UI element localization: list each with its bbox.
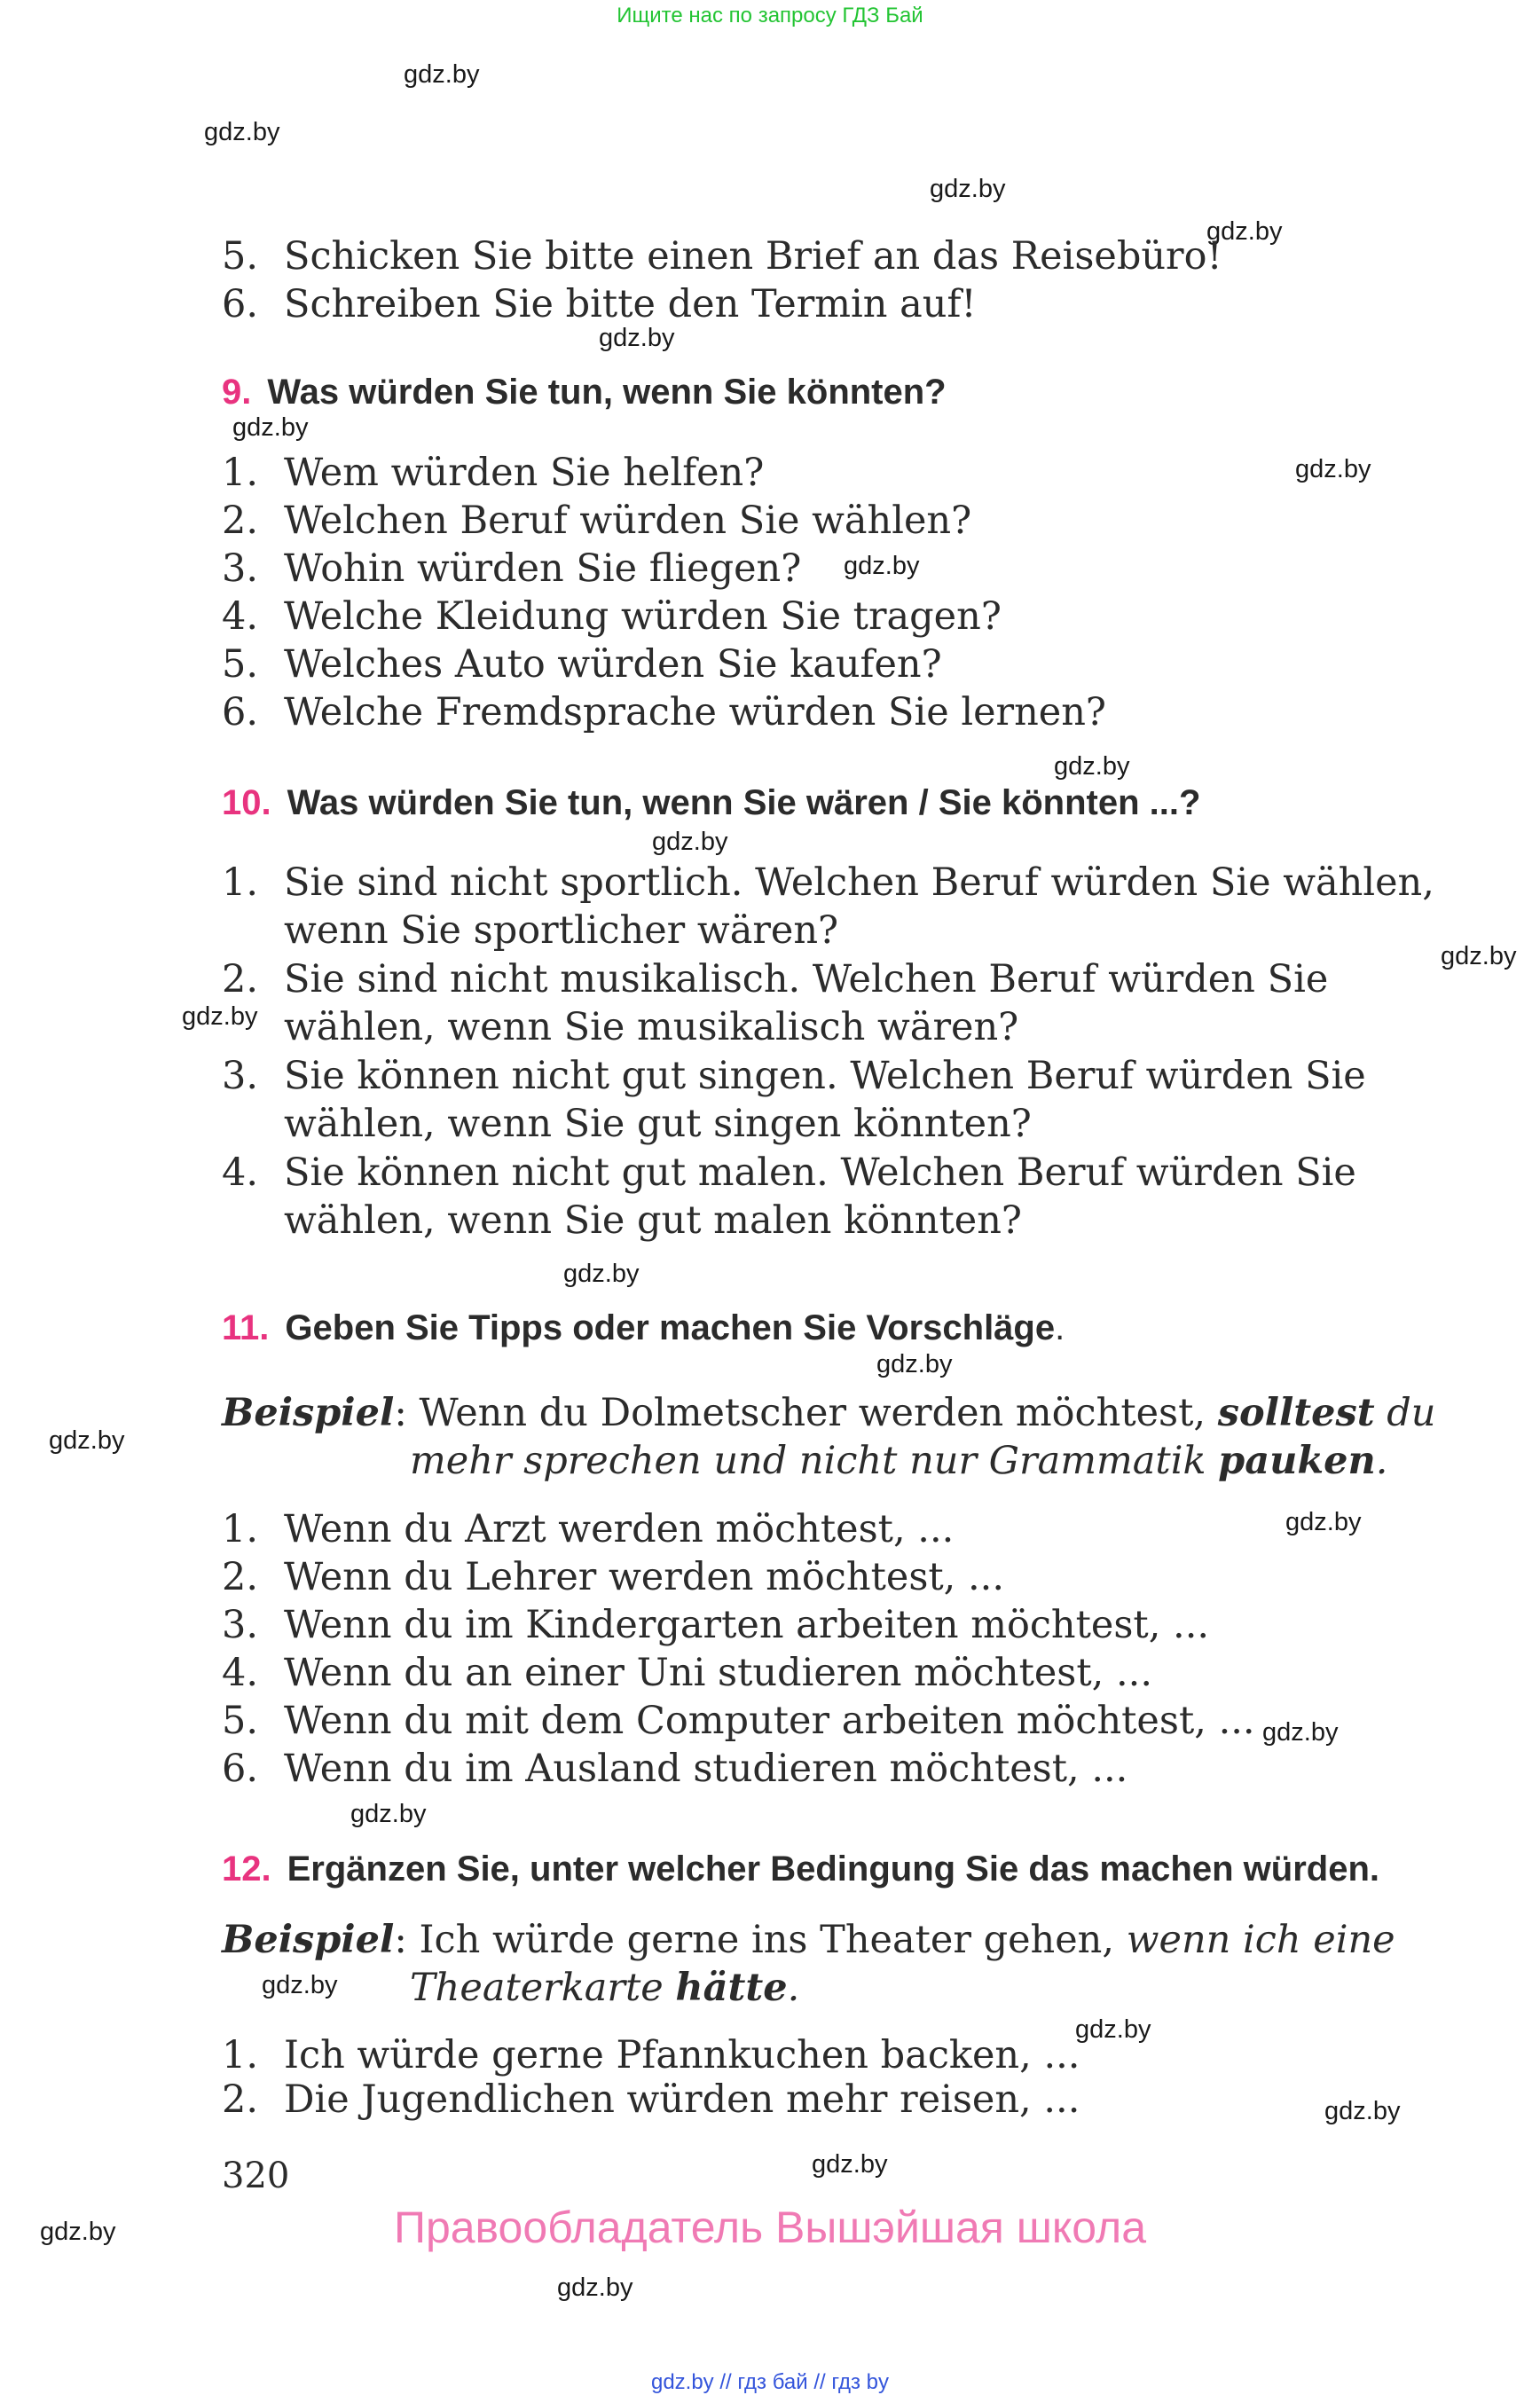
item-number: 4.: [222, 1651, 259, 1695]
item-text: Welchen Beruf würden Sie wählen?: [284, 499, 972, 543]
watermark: gdz.by: [40, 2218, 116, 2246]
item-text: Schreiben Sie bitte den Termin auf!: [284, 282, 977, 326]
item-number: 5.: [222, 1699, 259, 1743]
item-number: 3.: [222, 1054, 259, 1098]
list-item: [222, 280, 1410, 328]
watermark: gdz.by: [1441, 942, 1517, 970]
watermark: gdz.by: [1285, 1508, 1362, 1536]
exercise-heading: [222, 783, 1200, 823]
list-item: [222, 593, 1410, 640]
item-text: Wenn du Arzt werden möchtest, ...: [284, 1507, 955, 1551]
item-text: Wenn du an einer Uni studieren möchtest, ...: [284, 1651, 1152, 1695]
item-text: Wenn du im Kindergarten arbeiten möchtest, ...: [284, 1603, 1210, 1647]
list-item: [222, 449, 1410, 497]
list-item: [222, 688, 1410, 736]
watermark: gdz.by: [1054, 752, 1130, 781]
item-text: Ich würde gerne Pfannkuchen backen, ...: [284, 2033, 1080, 2077]
item-number: 4.: [222, 1150, 259, 1195]
item-number: 6.: [222, 282, 259, 326]
list-item: [222, 497, 1410, 545]
watermark: gdz.by: [652, 828, 728, 856]
example-label: Beispiel: [222, 1391, 395, 1435]
example-colon: :: [394, 1391, 407, 1435]
example-italic-text: du: [1387, 1391, 1436, 1435]
item-text-continuation: wählen, wenn Sie musikalisch wären?: [284, 1005, 1019, 1049]
list-item: [222, 1649, 1410, 1697]
item-text: Wem würden Sie helfen?: [284, 451, 765, 495]
watermark: gdz.by: [1324, 2097, 1401, 2125]
list-item: [222, 2031, 1410, 2079]
item-number: 5.: [222, 642, 259, 687]
item-text: Sie können nicht gut malen. Welchen Beruf würden Sie: [284, 1150, 1356, 1195]
item-text: Welches Auto würden Sie kaufen?: [284, 642, 942, 687]
item-text: Sie sind nicht musikalisch. Welchen Beruf würden Sie: [284, 957, 1329, 1001]
page-number: 320: [222, 2156, 290, 2196]
exercise-number: 10.: [222, 783, 271, 822]
exercise-title: Was würden Sie tun, wenn Sie wären / Sie könnten ...?: [287, 783, 1201, 822]
item-number: 1.: [222, 451, 259, 495]
example-bold-text: pauken: [1218, 1439, 1376, 1483]
watermark: gdz.by: [262, 1971, 338, 1999]
exercise-heading: [222, 1308, 1065, 1348]
list-item: [222, 545, 1410, 593]
item-text: Sie können nicht gut singen. Welchen Beruf würden Sie: [284, 1054, 1366, 1098]
example-line: [222, 1916, 1410, 1964]
copyright-notice: Правообладатель Вышэйшая школа: [394, 2203, 1146, 2252]
item-text-continuation: wählen, wenn Sie gut malen könnten?: [284, 1198, 1022, 1243]
watermark: gdz.by: [563, 1260, 640, 1288]
example-line-continuation: [410, 1437, 1387, 1485]
item-number: 1.: [222, 2033, 259, 2077]
list-item: [222, 640, 1410, 688]
item-number: 2.: [222, 957, 259, 1001]
example-colon: :: [394, 1918, 407, 1962]
exercise-title: Geben Sie Tipps oder machen Sie Vorschläge: [285, 1308, 1056, 1347]
item-number: 1.: [222, 860, 259, 905]
example-bold-text: hätte: [675, 1966, 788, 2010]
watermark: gdz.by: [812, 2150, 888, 2179]
item-number: 6.: [222, 1747, 259, 1791]
item-number: 5.: [222, 234, 259, 279]
item-number: 4.: [222, 594, 259, 639]
item-text: Welche Fremdsprache würden Sie lernen?: [284, 690, 1106, 734]
exercise-title-end: .: [1055, 1308, 1065, 1347]
list-item: [222, 955, 1410, 1003]
watermark: gdz.by: [1262, 1718, 1339, 1747]
example-bold-text: solltest: [1217, 1391, 1375, 1435]
example-label: Beispiel: [222, 1918, 395, 1962]
list-item: [222, 1505, 1410, 1553]
watermark: gdz.by: [49, 1426, 125, 1455]
watermark: gdz.by: [404, 60, 480, 89]
item-text: Sie sind nicht sportlich. Welchen Beruf würden Sie wählen,: [284, 860, 1434, 905]
watermark: gdz.by: [350, 1800, 427, 1828]
item-number: 1.: [222, 1507, 259, 1551]
example-italic-text: mehr sprechen und nicht nur Grammatik: [410, 1439, 1206, 1483]
item-text-continuation: wenn Sie sportlicher wären?: [284, 908, 839, 953]
watermark: gdz.by: [844, 552, 920, 580]
exercise-heading: [222, 373, 947, 412]
example-italic-text: Theaterkarte: [410, 1966, 664, 2010]
watermark: gdz.by: [1075, 2015, 1151, 2044]
exercise-heading: [222, 1849, 1379, 1889]
watermark: gdz.by: [182, 1002, 258, 1031]
bottom-links[interactable]: gdz.by // гдз бай // гдз by: [650, 2370, 890, 2394]
example-period: .: [1375, 1439, 1388, 1483]
list-item: [222, 1601, 1410, 1649]
top-banner: Ищите нас по запросу ГДЗ Бай: [617, 4, 923, 27]
exercise-number: 12.: [222, 1849, 271, 1889]
exercise-title: Ergänzen Sie, unter welcher Bedingung Sie das machen würden.: [287, 1849, 1379, 1889]
list-item: [222, 232, 1410, 280]
list-item: [222, 1745, 1410, 1793]
item-number: 3.: [222, 546, 259, 591]
item-text-continuation: wählen, wenn Sie gut singen könnten?: [284, 1102, 1032, 1146]
item-text: Wenn du Lehrer werden möchtest, ...: [284, 1555, 1005, 1599]
example-period: .: [787, 1966, 800, 2010]
list-item: [222, 2076, 1410, 2124]
list-item: [222, 859, 1434, 907]
item-text: Wenn du mit dem Computer arbeiten möchtest, ...: [284, 1699, 1255, 1743]
list-item: [222, 1052, 1410, 1100]
item-number: 3.: [222, 1603, 259, 1647]
item-text: Die Jugendlichen würden mehr reisen, ...: [284, 2077, 1080, 2122]
watermark: gdz.by: [876, 1350, 953, 1378]
example-line-continuation: [410, 1964, 799, 2012]
item-text: Schicken Sie bitte einen Brief an das Reisebüro!: [284, 234, 1222, 279]
watermark: gdz.by: [1295, 455, 1371, 483]
list-item: [222, 1149, 1410, 1197]
item-number: 2.: [222, 499, 259, 543]
watermark: gdz.by: [232, 413, 309, 442]
item-text: Wenn du im Ausland studieren möchtest, ...: [284, 1747, 1128, 1791]
example-text: Wenn du Dolmetscher werden möchtest,: [419, 1391, 1206, 1435]
watermark: gdz.by: [1206, 217, 1283, 246]
item-number: 2.: [222, 2077, 259, 2122]
watermark: gdz.by: [599, 324, 675, 352]
example-text: Ich würde gerne ins Theater gehen,: [419, 1918, 1115, 1962]
item-number: 2.: [222, 1555, 259, 1599]
item-number: 6.: [222, 690, 259, 734]
watermark: gdz.by: [930, 175, 1006, 203]
watermark: gdz.by: [557, 2273, 633, 2302]
exercise-number: 9.: [222, 373, 252, 412]
watermark: gdz.by: [204, 118, 280, 146]
example-line: [222, 1389, 1436, 1437]
list-item: [222, 1697, 1410, 1745]
exercise-title: Was würden Sie tun, wenn Sie könnten?: [267, 373, 947, 412]
item-text: Wohin würden Sie fliegen?: [284, 546, 802, 591]
example-italic-text: wenn ich eine: [1126, 1918, 1395, 1962]
item-text: Welche Kleidung würden Sie tragen?: [284, 594, 1002, 639]
list-item: [222, 1553, 1410, 1601]
exercise-number: 11.: [222, 1308, 270, 1347]
